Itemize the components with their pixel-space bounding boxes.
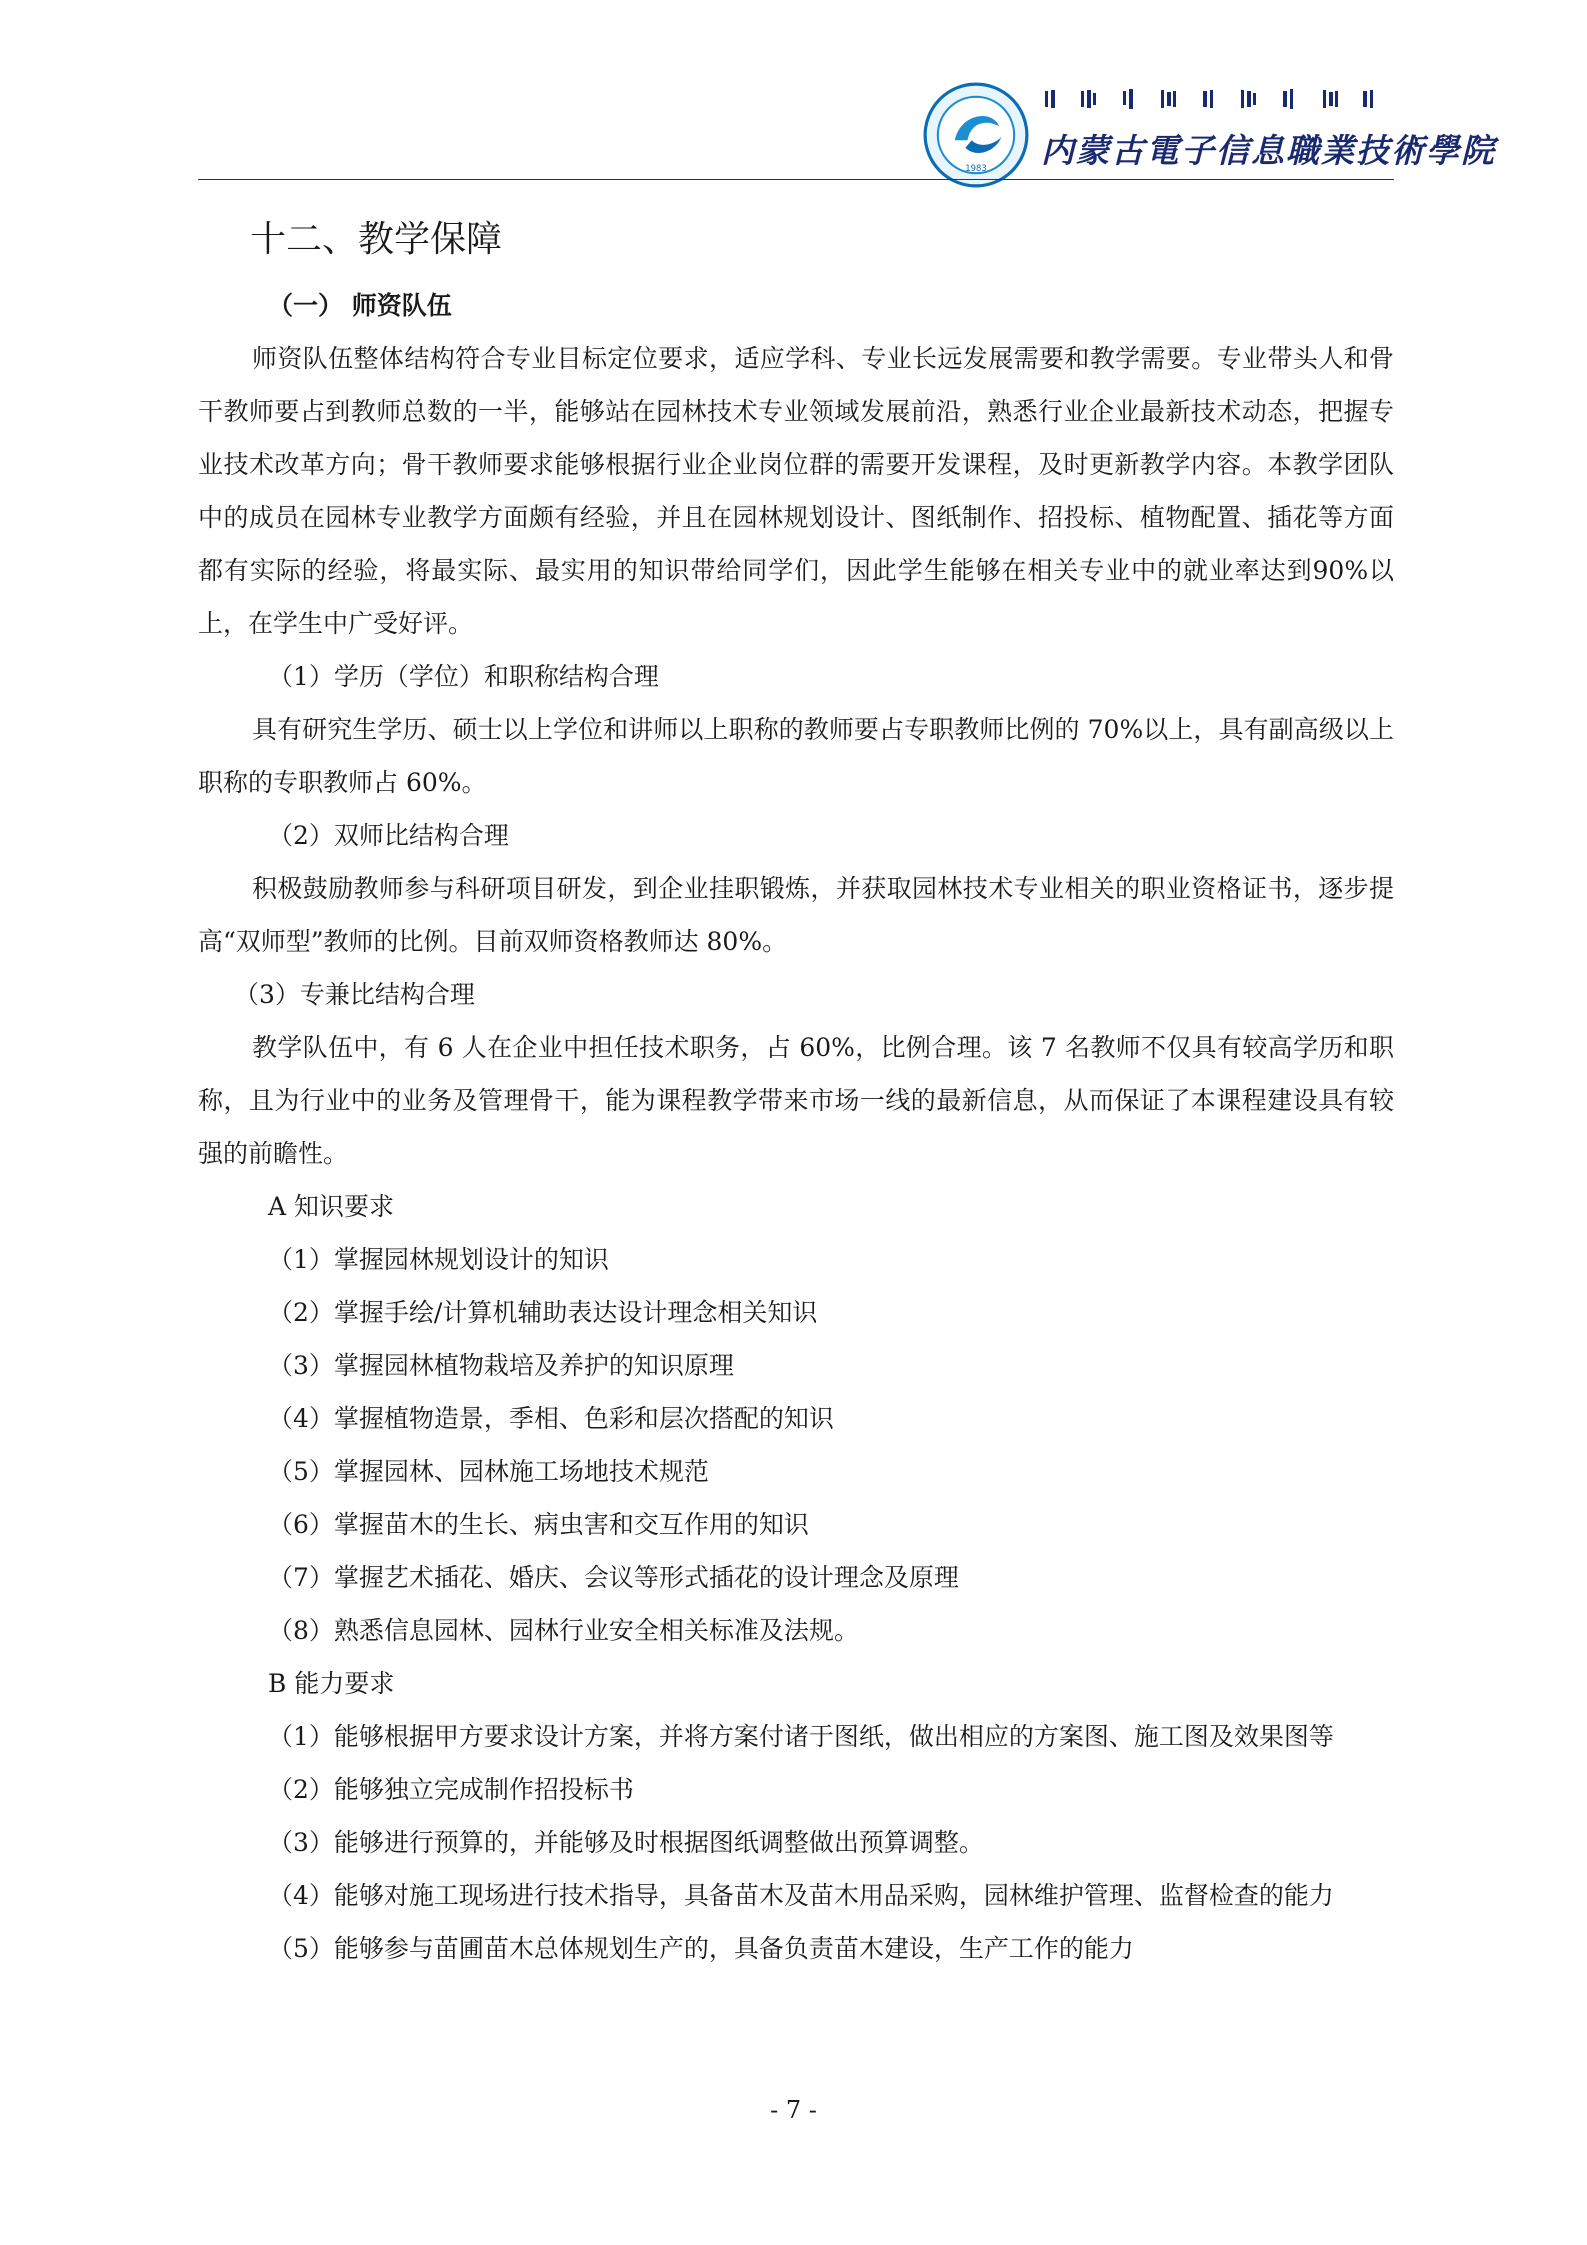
header-divider: [198, 179, 1394, 180]
section-title: 十二、教学保障: [250, 219, 503, 260]
knowledge-item: （1）掌握园林规划设计的知识: [268, 1245, 609, 1274]
knowledge-item: （2）掌握手绘/计算机辅助表达设计理念相关知识: [268, 1298, 818, 1327]
knowledge-item: （4）掌握植物造景，季相、色彩和层次搭配的知识: [268, 1404, 834, 1433]
structure-item-3-title: （3）专兼比结构合理: [234, 980, 475, 1009]
logo-year: 1983: [965, 163, 987, 174]
page-header: [198, 70, 1496, 180]
knowledge-item: （5）掌握园林、园林施工场地技术规范: [268, 1457, 709, 1486]
ability-item: （3）能够进行预算的，并能够及时根据图纸调整做出预算调整。: [268, 1828, 984, 1857]
structure-item-2-title: （2）双师比结构合理: [268, 821, 509, 850]
knowledge-item: （8）熟悉信息园林、园林行业安全相关标准及法规。: [268, 1616, 859, 1645]
subsection-title: （一） 师资队伍: [268, 291, 452, 320]
school-logo-icon: [923, 82, 1029, 188]
structure-item-2-text: 积极鼓励教师参与科研项目研发，到企业挂职锻炼，并获取园林技术专业相关的职业资格证书，逐步提高“双师型”教师的比例。目前双师资格教师达 80%。: [198, 874, 1394, 956]
knowledge-item: （6）掌握苗木的生长、病虫害和交互作用的知识: [268, 1510, 809, 1539]
school-name-chinese: 内蒙古電子信息職業技術學院: [1041, 131, 1496, 170]
structure-item-3-text: 教学队伍中，有 6 人在企业中担任技术职务，占 60%，比例合理。该 7 名教师不仅具有较高学历和职称，且为行业中的业务及管理骨干，能为课程教学带来市场一线的最新信息，从而保证了本课程建设具有较强的前瞻性。: [198, 1033, 1394, 1168]
knowledge-item: （7）掌握艺术插花、婚庆、会议等形式插花的设计理念及原理: [268, 1563, 959, 1592]
school-name-mongolian: [1043, 88, 1383, 110]
page-body: [198, 205, 1394, 1975]
ability-title: B 能力要求: [268, 1669, 395, 1698]
ability-item: （2）能够独立完成制作招投标书: [268, 1775, 634, 1804]
knowledge-title: A 知识要求: [268, 1192, 395, 1221]
ability-item: （4）能够对施工现场进行技术指导，具备苗木及苗木用品采购，园林维护管理、监督检查的能力: [268, 1881, 1334, 1910]
ability-item: （1）能够根据甲方要求设计方案，并将方案付诸于图纸，做出相应的方案图、施工图及效果图等: [268, 1722, 1334, 1751]
structure-item-1-title: （1）学历（学位）和职称结构合理: [268, 662, 659, 691]
structure-item-1-text: 具有研究生学历、硕士以上学位和讲师以上职称的教师要占专职教师比例的 70%以上，具有副高级以上职称的专职教师占 60%。: [198, 715, 1394, 797]
intro-paragraph: 师资队伍整体结构符合专业目标定位要求，适应学科、专业长远发展需要和教学需要。专业带头人和骨干教师要占到教师总数的一半，能够站在园林技术专业领域发展前沿，熟悉行业企业最新技术动态，把握专业技术改革方向；骨干教师要求能够根据行业企业岗位群的需要开发课程，及时更新教学内容。本教学团队中的成员在园林专业教学方面颇有经验，并且在园林规划设计、图纸制作、招投标、植物配置、插花等方面都有实际的经验，将最实际、最实用的知识带给同学们，因此学生能够在相关专业中的就业率达到90%以上，在学生中广受好评。: [198, 344, 1394, 638]
knowledge-item: （3）掌握园林植物栽培及养护的知识原理: [268, 1351, 734, 1380]
mongolian-script-icon: [1043, 88, 1383, 110]
page-number: - 7 -: [770, 2096, 817, 2124]
ability-item: （5）能够参与苗圃苗木总体规划生产的，具备负责苗木建设，生产工作的能力: [268, 1934, 1134, 1963]
